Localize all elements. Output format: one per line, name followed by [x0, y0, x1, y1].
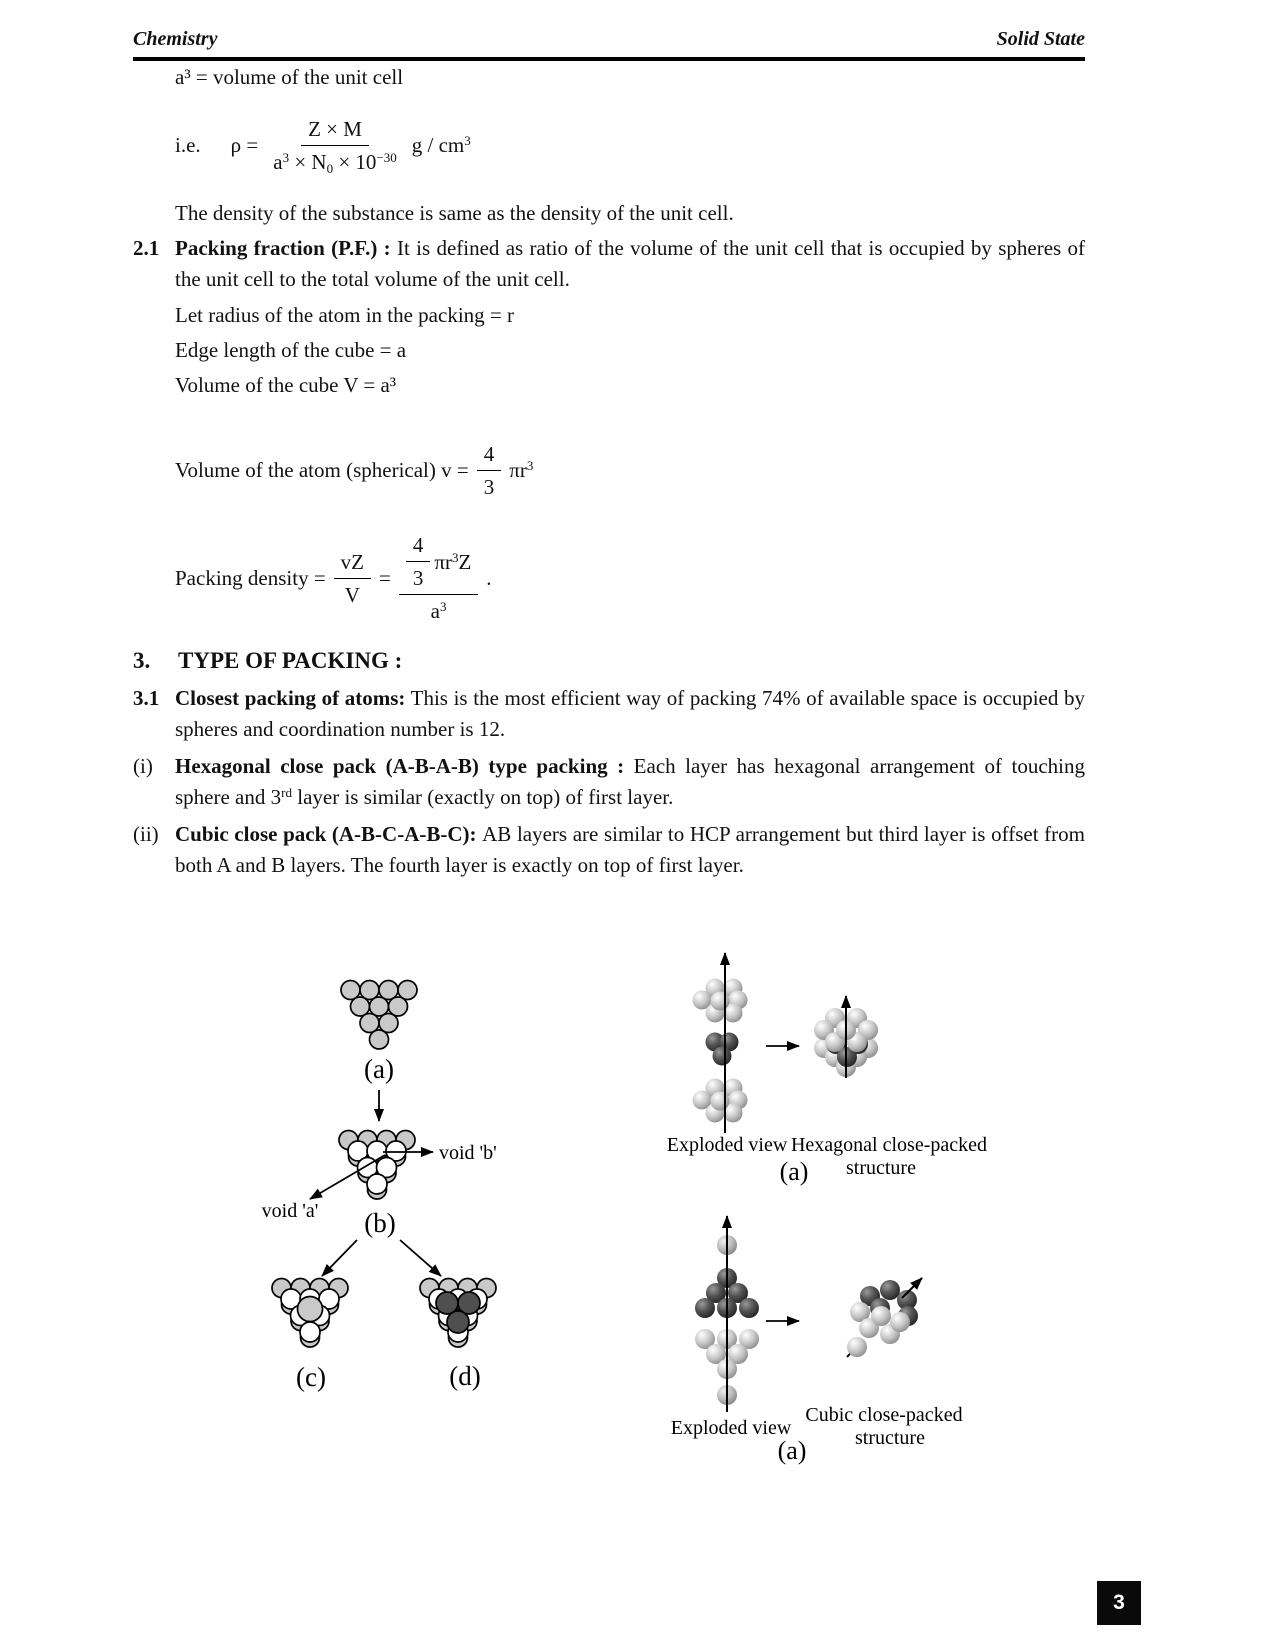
caption-exploded-view-top: Exploded view	[666, 1134, 788, 1156]
sphere	[298, 1297, 323, 1322]
cluster-b-second-layer	[348, 1141, 406, 1194]
section-number: 3.1	[133, 686, 160, 710]
sphere	[890, 1312, 910, 1332]
label-d: (d)	[449, 1361, 481, 1391]
four-thirds-fraction: $\frac{4}{3}$	[477, 439, 502, 502]
sphere	[739, 1298, 759, 1318]
line-let-radius: Let radius of the atom in the packing = r	[175, 303, 514, 327]
volume-atom-label: Volume of the atom (spherical) v =	[175, 458, 469, 482]
figure-packing-diagrams	[230, 895, 1000, 1470]
sphere	[711, 992, 730, 1011]
inner-pi-r-cubed-z: $\pi r^3Z$	[434, 549, 472, 574]
item-i-title: Hexagonal close pack (A-B-A-B) type packing :	[175, 754, 634, 778]
caption-hcp-line1: Hexagonal close-packed	[790, 1134, 988, 1156]
label-a: (a)	[364, 1054, 394, 1084]
item-number: (ii)	[133, 822, 159, 846]
line-volume-cube: Volume of the cube V = a³	[175, 373, 397, 397]
page-header	[133, 28, 1085, 51]
header-right: Solid State	[996, 28, 1085, 50]
hcp-exploded-middle-layer	[706, 1033, 739, 1066]
big-fraction	[399, 530, 478, 626]
sphere	[300, 1322, 320, 1342]
density-formula	[175, 105, 471, 185]
caption-ccp-line1: Cubic close-packed	[805, 1404, 963, 1426]
item-i-text-2: layer is similar (exactly on top) of first layer.	[291, 785, 674, 809]
item-i	[133, 751, 1085, 813]
item-number: (i)	[133, 754, 153, 778]
item-ii-text: AB layers are similar to HCP arrangement but third layer is offset from both A and B layers. The fourth layer is exactly on top of first layer.	[175, 822, 1085, 877]
line-density-note: The density of the substance is same as the density of the unit cell.	[175, 201, 734, 225]
label-void-b: void 'b'	[439, 1142, 497, 1164]
line-edge-length: Edge length of the cube = a	[175, 338, 407, 362]
section-number: 2.1	[133, 236, 160, 260]
caption-exploded-view-bottom: Exploded view	[670, 1417, 792, 1439]
section-3-1-text: This is the most efficient way of packing 74% of available space is occupied by spheres and coordination number is 12.	[175, 686, 1086, 741]
packing-density-formula	[175, 518, 492, 638]
page-number-box	[1097, 1581, 1141, 1625]
section-3-1	[133, 683, 1085, 745]
section-number: 3.	[133, 648, 151, 673]
equals-sign: =	[379, 566, 391, 590]
pi-r-cubed: $\pi r^3$	[509, 458, 534, 482]
label-c: (c)	[296, 1362, 326, 1392]
item-i-text: Each layer has hexagonal arrangement of touching sphere and 3	[175, 754, 1085, 809]
cluster-c-third-layer-atom	[298, 1297, 323, 1322]
sphere	[880, 1280, 900, 1300]
label-a-ccp: (a)	[777, 1436, 807, 1465]
header-left: Chemistry	[133, 28, 218, 50]
density-unit: g / $cm^3$	[411, 133, 471, 157]
caption-hcp-line2: structure	[846, 1157, 916, 1179]
hcp-exploded-top-layer	[693, 979, 748, 1023]
sphere	[871, 1306, 891, 1326]
caption-ccp-line2: structure	[855, 1427, 925, 1449]
arrow-b-to-c	[322, 1240, 357, 1276]
cluster-a-first-layer	[341, 981, 417, 1050]
section-3-title: TYPE OF PACKING :	[178, 648, 403, 673]
section-3-1-title: Closest packing of atoms:	[175, 686, 406, 710]
sphere	[447, 1311, 469, 1333]
label-a-hcp: (a)	[779, 1157, 809, 1186]
big-fraction-numerator	[399, 530, 478, 595]
section-2-1	[133, 233, 1085, 295]
formula-lhs: ρ =	[230, 133, 259, 157]
arrow-b-to-d	[400, 1240, 441, 1276]
sphere	[695, 1298, 715, 1318]
sphere	[367, 1174, 387, 1194]
item-ii-title: Cubic close pack (A-B-C-A-B-C):	[175, 822, 483, 846]
hcp-exploded-bottom-layer	[693, 1079, 748, 1123]
formula-prefix: i.e.	[175, 133, 201, 157]
vz-over-v-fraction: $\frac{vZ}{V}$	[334, 547, 371, 610]
section-2-1-title: Packing fraction (P.F.) :	[175, 236, 397, 260]
packing-density-label: Packing density =	[175, 566, 326, 590]
item-ii	[133, 819, 1085, 881]
density-denominator: $a^3 \times N_0 \times 10^{-30}$	[273, 149, 397, 176]
sphere	[370, 1030, 389, 1049]
page-number: 3	[1113, 1591, 1125, 1614]
sphere	[847, 1337, 867, 1357]
inner-four-thirds: $\frac{4}{3}$	[406, 530, 431, 593]
section-3-heading	[133, 645, 1085, 676]
sphere	[713, 1047, 732, 1066]
ordinal-superscript: rd	[281, 785, 292, 800]
volume-atom-formula	[175, 426, 533, 514]
label-b: (b)	[364, 1208, 396, 1238]
density-numerator: Z × M	[301, 114, 369, 146]
formula-period: .	[486, 566, 492, 590]
line-a3-volume: a³ = volume of the unit cell	[175, 65, 404, 89]
sphere	[711, 1092, 730, 1111]
label-void-a: void 'a'	[261, 1200, 319, 1222]
section-2-1-text: It is defined as ratio of the volume of the unit cell that is occupied by spheres of the unit cell to the total volume of the unit cell.	[175, 236, 1086, 291]
density-fraction	[266, 114, 404, 177]
header-rule	[133, 57, 1085, 61]
big-fraction-denominator: $a^3$	[430, 599, 447, 623]
